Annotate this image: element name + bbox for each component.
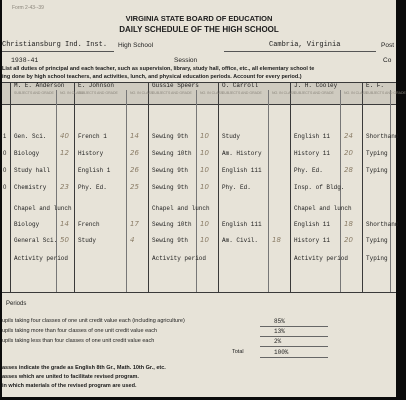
class-subject: Sewing 9th: [152, 237, 189, 244]
class-size-column-header: NO. IN CLASS: [60, 91, 84, 95]
class-subject: Activity period: [294, 255, 349, 262]
class-size-column-header: NO. IN CLASS: [200, 91, 224, 95]
class-size-divider: [390, 90, 391, 292]
column-divider: [362, 82, 363, 292]
class-size: 10: [200, 132, 209, 140]
periods-label: Periods: [6, 301, 27, 307]
class-subject: Shorthand: [366, 221, 399, 228]
school-label: High School: [118, 42, 154, 49]
subject-column-header: SUBJECTS AND GRADE: [152, 91, 192, 95]
form-number: Form 2-43--39: [12, 5, 44, 11]
table-header-rule: [2, 104, 396, 105]
column-divider: [290, 82, 291, 292]
class-subject: English 111: [222, 167, 262, 174]
class-subject: French: [78, 221, 100, 228]
class-subject: Sewing 10th: [152, 150, 192, 157]
class-size: 26: [130, 149, 139, 157]
subject-column-header: SUBJECTS AND GRADE: [78, 91, 118, 95]
school-location: Cambria, Virginia: [269, 41, 341, 49]
class-subject: Sewing 10th: [152, 221, 192, 228]
class-subject: Study: [222, 133, 241, 140]
class-size: 24: [344, 132, 353, 140]
stat-value: 100%: [274, 349, 289, 356]
class-subject: History: [78, 150, 104, 157]
footnote-1: asses indicate the grade as English 8th Gr., Math. 10th Gr., etc.: [2, 365, 166, 371]
period-number: 1: [3, 134, 7, 140]
class-subject: Gen. Sci.: [14, 133, 47, 140]
class-subject: History 11: [294, 237, 331, 244]
session-label: Session: [174, 57, 198, 64]
stat-value: 13%: [274, 328, 285, 335]
session-year: 1938-41: [11, 57, 39, 64]
class-size: 40: [60, 132, 69, 140]
class-subject: Chapel and lunch: [14, 205, 72, 212]
class-size: 20: [344, 236, 353, 244]
class-size-divider: [126, 90, 127, 292]
class-subject: Chapel and lunch: [294, 205, 352, 212]
session-right: Co: [383, 57, 392, 64]
stat-value: 2%: [274, 338, 282, 345]
class-subject: Shorthand: [366, 133, 399, 140]
stat-underline: [260, 326, 328, 327]
footnote-3: in which materials of the revised program are used.: [2, 383, 137, 389]
footnote-2: asses which are united to facilitate revised program.: [2, 374, 139, 380]
subject-column-header: SUBJECTS AND GRADE: [294, 91, 334, 95]
class-size: 10: [200, 220, 209, 228]
period-number: 0: [3, 151, 7, 157]
class-size: 23: [60, 183, 69, 191]
class-subject: Typing: [366, 237, 388, 244]
class-subject: Study: [78, 237, 97, 244]
school-underline: [2, 51, 114, 52]
class-size: 20: [344, 149, 353, 157]
column-divider: [74, 82, 75, 292]
class-size: 10: [200, 149, 209, 157]
class-size: 10: [200, 166, 209, 174]
class-size: 18: [272, 236, 281, 244]
class-subject: Sewing 9th: [152, 184, 189, 191]
teacher-name: M. E. Anderson: [14, 82, 65, 89]
column-divider: [218, 82, 219, 292]
class-size: 14: [130, 132, 139, 140]
period-number: 0: [3, 185, 7, 191]
column-divider: [10, 82, 11, 292]
class-size: 18: [344, 220, 353, 228]
subject-column-header: SUBJECTS AND GRADE: [222, 91, 262, 95]
subject-column-header: SUBJECTS AND GRADE: [14, 91, 54, 95]
class-subject: Sewing 9th: [152, 167, 189, 174]
location-underline: [224, 51, 376, 52]
class-subject: General Sci.: [14, 237, 58, 244]
school-name: Christiansburg Ind. Inst.: [2, 41, 108, 49]
class-subject: Biology: [14, 150, 40, 157]
class-subject: Typing: [366, 150, 388, 157]
schedule-title: DAILY SCHEDULE OF THE HIGH SCHOOL: [119, 25, 279, 34]
class-subject: Sewing 9th: [152, 133, 189, 140]
period-number: 0: [3, 168, 7, 174]
class-subject: Biology: [14, 221, 40, 228]
column-divider: [148, 82, 149, 292]
class-subject: English 11: [294, 133, 331, 140]
instructions-line-2: ing done by high school teachers, and activities, lunch, and physical education periods. Account for every period.): [2, 74, 302, 80]
stat-value: 85%: [274, 318, 285, 325]
class-subject: Phy. Ed.: [78, 184, 107, 191]
class-size-divider: [268, 90, 269, 292]
teacher-name: Gussie Speers: [152, 82, 199, 89]
class-subject: Insp. of Bldg.: [294, 184, 345, 191]
class-subject: Typing: [366, 255, 388, 262]
class-subject: English 111: [222, 221, 262, 228]
post-label: Post: [381, 42, 395, 49]
class-size: 28: [344, 166, 353, 174]
teacher-name: E. F.: [366, 82, 385, 89]
class-subject: Chemistry: [14, 184, 47, 191]
class-subject: English 1: [78, 167, 111, 174]
class-subject: Typing: [366, 167, 388, 174]
stat-label: upils taking more than four classes of one unit credit value each: [2, 328, 158, 334]
class-size: 17: [130, 220, 139, 228]
class-subject: Activity period: [152, 255, 207, 262]
stat-underline: [260, 357, 328, 358]
schedule-form: [2, 0, 406, 397]
class-subject: Am. Civil.: [222, 237, 259, 244]
class-size: 10: [200, 236, 209, 244]
class-size: 4: [130, 236, 135, 244]
teacher-name: J. H. Cooley: [294, 82, 338, 89]
teacher-name: E. Johnson: [78, 82, 115, 89]
class-subject: French 1: [78, 133, 107, 140]
class-size: 10: [200, 183, 209, 191]
class-size-column-header: NO. IN CLASS: [344, 91, 368, 95]
class-subject: English 11: [294, 221, 331, 228]
stat-label: upils taking four classes of one unit credit value each (including agriculture): [2, 318, 185, 324]
class-size: 14: [60, 220, 69, 228]
class-size: 25: [130, 183, 139, 191]
class-size: 12: [60, 149, 69, 157]
stat-underline: [260, 336, 328, 337]
instructions-line-1: List all duties of principal and each teacher, such as supervision, library, study hall, office, etc., all elementary school te: [2, 66, 315, 72]
stat-label: upils taking less than four classes of one unit credit value each: [2, 338, 155, 344]
class-size: 50: [60, 236, 69, 244]
table-bottom-rule: [2, 292, 396, 293]
class-subject: Phy. Ed.: [294, 167, 323, 174]
class-subject: Am. History: [222, 150, 262, 157]
class-subject: Phy. Ed.: [222, 184, 251, 191]
class-subject: History 11: [294, 150, 331, 157]
class-subject: Chapel and lunch: [152, 205, 210, 212]
board-title: VIRGINIA STATE BOARD OF EDUCATION: [125, 14, 273, 23]
class-size-column-header: NO. IN CLASS: [130, 91, 154, 95]
class-size: 26: [130, 166, 139, 174]
stat-label: Total: [232, 349, 244, 355]
class-subject: Activity period: [14, 255, 69, 262]
class-size-column-header: NO. IN CLASS: [272, 91, 296, 95]
stat-underline: [260, 346, 328, 347]
teacher-name: O. Carroll: [222, 82, 259, 89]
subject-column-header: SUBJECTS AND GRADE: [366, 91, 406, 95]
class-subject: Study hall: [14, 167, 51, 174]
